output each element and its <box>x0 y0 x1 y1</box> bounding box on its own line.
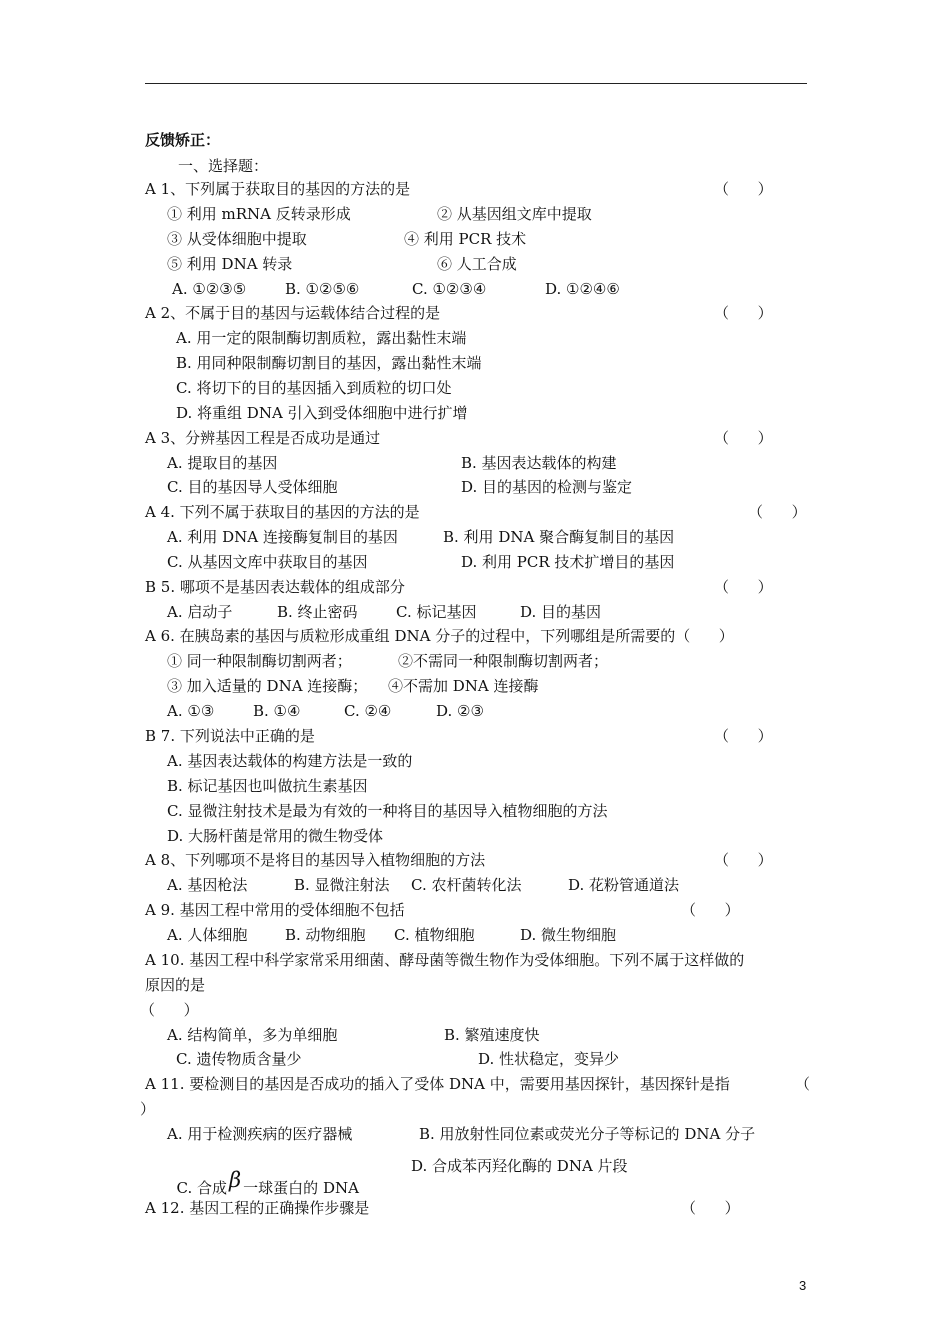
q6-item-4: ④不需加 DNA 连接酶 <box>388 677 539 695</box>
q7-option-c[interactable]: C. 显微注射技术是最为有效的一种将目的基因导入植物细胞的方法 <box>167 802 608 820</box>
q11-option-c-prefix: C. 合成 <box>176 1179 228 1197</box>
q7-option-a[interactable]: A. 基因表达载体的构建方法是一致的 <box>167 752 413 770</box>
q1-item-4: ④ 利用 PCR 技术 <box>404 230 527 248</box>
question-5-stem: B 5. 哪项不是基因表达载体的组成部分 <box>145 578 405 596</box>
page-number: 3 <box>799 1278 807 1293</box>
q4-option-b[interactable]: B. 利用 DNA 聚合酶复制目的基因 <box>443 528 675 546</box>
q10-option-c[interactable]: C. 遗传物质含量少 <box>176 1050 302 1068</box>
q2-option-d[interactable]: D. 将重组 DNA 引入到受体细胞中进行扩增 <box>176 404 468 422</box>
q2-option-b[interactable]: B. 用同种限制酶切割目的基因，露出黏性末端 <box>176 354 482 372</box>
q3-option-d[interactable]: D. 目的基因的检测与鉴定 <box>461 478 633 496</box>
q1-item-3: ③ 从受体细胞中提取 <box>167 230 307 248</box>
q10-option-b[interactable]: B. 繁殖速度快 <box>444 1026 540 1044</box>
q9-option-d[interactable]: D. 微生物细胞 <box>520 926 617 944</box>
question-8-answer-blank[interactable]: （ ） <box>714 851 773 869</box>
section-heading: 一、选择题： <box>178 157 269 175</box>
q8-option-b[interactable]: B. 显微注射法 <box>294 876 390 894</box>
q11-option-a[interactable]: A. 用于检测疾病的医疗器械 <box>167 1125 353 1143</box>
question-1-stem: A 1、下列属于获取目的基因的方法的是 <box>145 180 411 198</box>
q1-item-5: ⑤ 利用 DNA 转录 <box>167 255 293 273</box>
question-3-answer-blank[interactable]: （ ） <box>714 429 773 447</box>
q5-option-d[interactable]: D. 目的基因 <box>520 603 602 621</box>
q5-option-b[interactable]: B. 终止密码 <box>277 603 358 621</box>
q11-option-b[interactable]: B. 用放射性同位素或荧光分子等标记的 DNA 分子 <box>419 1125 756 1143</box>
q8-option-c[interactable]: C. 农杆菌转化法 <box>411 876 522 894</box>
question-9-answer-blank[interactable]: （ ） <box>681 901 740 919</box>
q3-option-b[interactable]: B. 基因表达载体的构建 <box>461 454 617 472</box>
question-9-stem: A 9. 基因工程中常用的受体细胞不包括 <box>145 901 405 919</box>
header-rule <box>145 83 807 84</box>
question-8-stem: A 8、下列哪项不是将目的基因导入植物细胞的方法 <box>145 851 486 869</box>
q2-option-a[interactable]: A. 用一定的限制酶切割质粒，露出黏性末端 <box>176 329 467 347</box>
q11-option-c[interactable] <box>167 1156 359 1198</box>
question-10-answer-blank[interactable]: （ ） <box>140 1001 199 1019</box>
question-2-answer-blank[interactable]: （ ） <box>714 304 773 322</box>
q8-option-d[interactable]: D. 花粉管通道法 <box>568 876 680 894</box>
feedback-title: 反馈矫正： <box>145 131 221 149</box>
q6-option-b[interactable]: B. ①④ <box>253 702 301 720</box>
q6-item-3: ③ 加入适量的 DNA 连接酶； <box>167 677 368 695</box>
q9-option-c[interactable]: C. 植物细胞 <box>394 926 475 944</box>
question-12-stem: A 12. 基因工程的正确操作步骤是 <box>145 1199 370 1217</box>
question-6-stem: A 6. 在胰岛素的基因与质粒形成重组 DNA 分子的过程中，下列哪组是所需要的（ ） <box>145 627 734 645</box>
question-10-stem-continued: 原因的是 <box>145 976 206 994</box>
q10-option-a[interactable]: A. 结构简单，多为单细胞 <box>167 1026 338 1044</box>
q6-item-2: ②不需同一种限制酶切割两者； <box>398 652 609 670</box>
question-3-stem: A 3、分辨基因工程是否成功是通过 <box>145 429 381 447</box>
q5-option-a[interactable]: A. 启动子 <box>167 603 233 621</box>
q1-item-6: ⑥ 人工合成 <box>437 255 517 273</box>
q4-option-d[interactable]: D. 利用 PCR 技术扩增目的基因 <box>461 553 675 571</box>
q1-item-1: ① 利用 mRNA 反转录形成 <box>167 205 351 223</box>
question-2-stem: A 2、不属于目的基因与运载体结合过程的是 <box>145 304 441 322</box>
q4-option-c[interactable]: C. 从基因文库中获取目的基因 <box>167 553 368 571</box>
beta-symbol: β <box>229 1168 242 1192</box>
q3-option-a[interactable]: A. 提取目的基因 <box>167 454 278 472</box>
question-11-paren-open[interactable]: （ <box>795 1075 811 1093</box>
q1-item-2: ② 从基因组文库中提取 <box>437 205 592 223</box>
q11-option-c-suffix: 一球蛋白的 DNA <box>243 1179 359 1197</box>
question-11-paren-close[interactable]: ） <box>140 1100 156 1118</box>
q7-option-d[interactable]: D. 大肠杆菌是常用的微生物受体 <box>167 827 384 845</box>
question-7-answer-blank[interactable]: （ ） <box>714 727 773 745</box>
question-1-answer-blank[interactable]: （ ） <box>714 180 773 198</box>
q5-option-c[interactable]: C. 标记基因 <box>396 603 477 621</box>
q11-option-d[interactable]: D. 合成苯丙羟化酶的 DNA 片段 <box>411 1157 628 1175</box>
question-10-stem: A 10. 基因工程中科学家常采用细菌、酵母菌等微生物作为受体细胞。下列不属于这样做的 <box>145 951 745 969</box>
q1-option-b[interactable]: B. ①②⑤⑥ <box>285 280 360 298</box>
q4-option-a[interactable]: A. 利用 DNA 连接酶复制目的基因 <box>167 528 398 546</box>
question-4-answer-blank[interactable]: （ ） <box>748 503 807 521</box>
q1-option-c[interactable]: C. ①②③④ <box>412 280 487 298</box>
question-12-answer-blank[interactable]: （ ） <box>681 1199 740 1217</box>
q6-option-d[interactable]: D. ②③ <box>436 702 484 720</box>
question-5-answer-blank[interactable]: （ ） <box>714 578 773 596</box>
question-7-stem: B 7. 下列说法中正确的是 <box>145 727 315 745</box>
q1-option-d[interactable]: D. ①②④⑥ <box>545 280 620 298</box>
q6-option-a[interactable]: A. ①③ <box>167 702 215 720</box>
question-11-stem: A 11. 要检测目的基因是否成功的插入了受体 DNA 中，需要用基因探针，基因探针是指 <box>145 1075 730 1093</box>
q7-option-b[interactable]: B. 标记基因也叫做抗生素基因 <box>167 777 368 795</box>
q6-item-1: ① 同一种限制酶切割两者； <box>167 652 352 670</box>
q3-option-c[interactable]: C. 目的基因导人受体细胞 <box>167 478 338 496</box>
q1-option-a[interactable]: A. ①②③⑤ <box>172 280 247 298</box>
q2-option-c[interactable]: C. 将切下的目的基因插入到质粒的切口处 <box>176 379 452 397</box>
q8-option-a[interactable]: A. 基因枪法 <box>167 876 248 894</box>
q9-option-a[interactable]: A. 人体细胞 <box>167 926 248 944</box>
q10-option-d[interactable]: D. 性状稳定，变异少 <box>478 1050 620 1068</box>
question-4-stem: A 4. 下列不属于获取目的基因的方法的是 <box>145 503 420 521</box>
q6-option-c[interactable]: C. ②④ <box>344 702 392 720</box>
q9-option-b[interactable]: B. 动物细胞 <box>285 926 366 944</box>
